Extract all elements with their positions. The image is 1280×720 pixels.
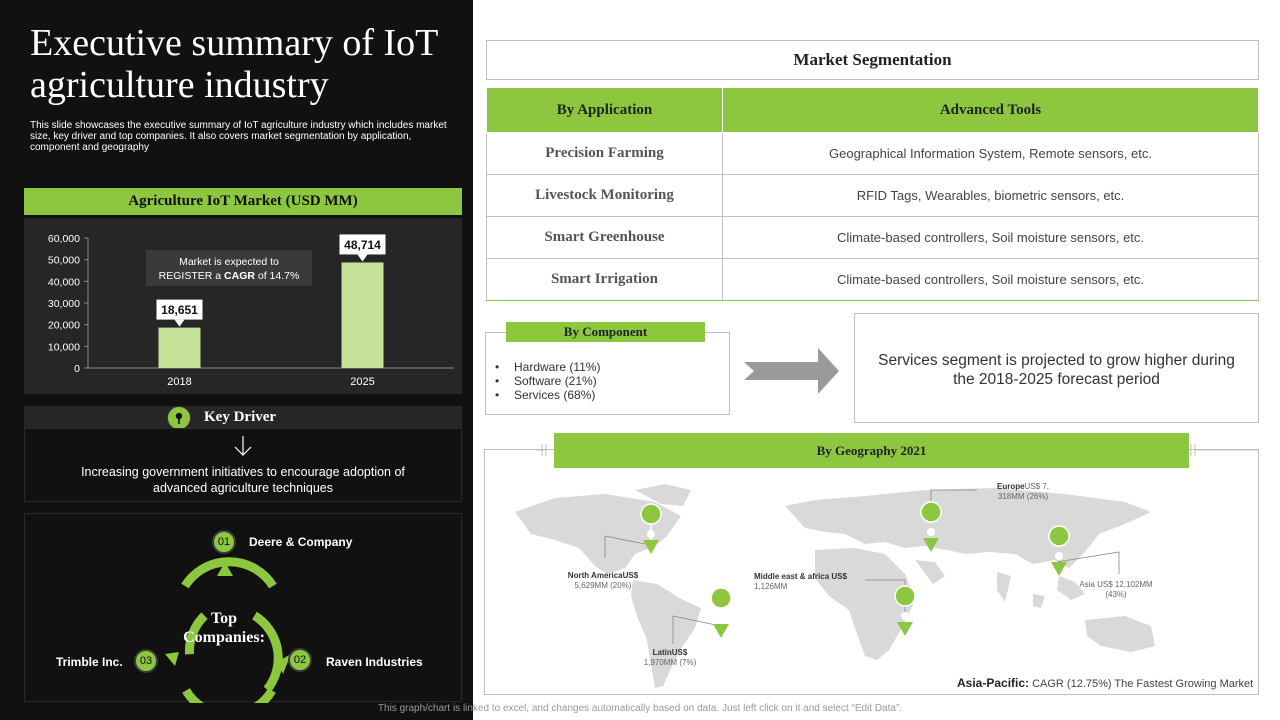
- application-cell: Smart Greenhouse: [487, 217, 723, 259]
- region-value: US$ 7,: [1024, 482, 1050, 491]
- table-row: [487, 175, 1259, 217]
- top-companies-center: [176, 609, 272, 647]
- data-label-pointer: [175, 320, 185, 327]
- top-companies-line1: Top: [210, 610, 238, 627]
- application-cell: Precision Farming: [487, 133, 723, 175]
- column-header-application: By Application: [487, 88, 723, 133]
- region-value: US$: [671, 648, 688, 657]
- application-cell: Smart Irrigation: [487, 259, 723, 301]
- application-cell: Livestock Monitoring: [487, 175, 723, 217]
- region-value-line2: 1,970MM (7%): [643, 658, 697, 667]
- region-label-latin: [640, 648, 700, 668]
- tools-cell: RFID Tags, Wearables, biometric sensors, etc.: [723, 175, 1259, 217]
- column-header-tools: Advanced Tools: [723, 88, 1259, 133]
- region-value-line2: 1,126MM: [754, 582, 788, 591]
- tools-cell: Geographical Information System, Remote sensors, etc.: [723, 133, 1259, 175]
- region-label-europe: [990, 482, 1056, 502]
- down-arrow-icon: [232, 434, 254, 458]
- top-companies-line2: Companies:: [183, 629, 265, 646]
- table-row: [487, 217, 1259, 259]
- x-tick-label: 2025: [350, 376, 375, 388]
- y-tick-label: 50,000: [47, 254, 80, 267]
- services-statement: Services segment is projected to grow higher during the 2018-2025 forecast period: [878, 352, 1235, 388]
- x-tick-label: 2018: [167, 376, 192, 388]
- key-driver-text: Increasing government initiatives to encourage adoption of advanced agriculture techniques: [81, 465, 405, 495]
- list-item: • Hardware (11%): [495, 360, 600, 374]
- table-row: [487, 133, 1259, 175]
- bar-2025: [342, 262, 384, 368]
- bar-2018: [159, 328, 201, 368]
- lightbulb-icon: [167, 406, 191, 430]
- region-value-line2: 318MM (26%): [997, 492, 1049, 501]
- asia-pacific-text: CAGR (12.75%) The Fastest Growing Market: [1029, 678, 1254, 690]
- company-number-03: 03: [134, 649, 158, 673]
- page-title: Executive summary of IoT agriculture industry: [30, 22, 438, 106]
- tools-cell: Climate-based controllers, Soil moisture sensors, etc.: [723, 217, 1259, 259]
- company-number-01: 01: [212, 530, 236, 554]
- geography-header: By Geography 2021: [554, 433, 1189, 468]
- region-value-line2: (43%): [1105, 590, 1127, 599]
- y-tick-label: 10,000: [47, 341, 80, 354]
- footer-note: This graph/chart is linked to excel, and changes automatically based on data. Just left click on it and select “Edit Data”.: [377, 703, 903, 714]
- right-arrow-icon: [744, 348, 840, 394]
- region-label-middle-east-africa: [754, 572, 854, 592]
- market-segmentation-title: Market Segmentation: [486, 40, 1259, 80]
- region-label-asia: [1076, 580, 1156, 600]
- y-tick-label: 30,000: [47, 298, 80, 310]
- data-label: 48,714: [344, 237, 381, 252]
- y-tick-label: 40,000: [47, 276, 80, 289]
- y-tick-label: 20,000: [47, 319, 80, 332]
- tools-cell: Climate-based controllers, Soil moisture sensors, etc.: [723, 259, 1259, 301]
- market-chart[interactable]: [24, 218, 462, 394]
- asia-pacific-note: [957, 676, 1253, 690]
- component-header: By Component: [506, 322, 705, 342]
- key-driver-label: Key Driver: [204, 409, 277, 425]
- data-label-pointer: [358, 254, 368, 261]
- region-name: Middle east & africa US$: [754, 572, 847, 581]
- y-tick-label: 60,000: [47, 233, 80, 245]
- segmentation-table: [486, 87, 1259, 301]
- page-subtitle: This slide showcases the executive summary of IoT agriculture industry which includes market size, key driver and top companies. It also covers market segmentation by application, component and geography: [30, 120, 447, 153]
- company-name-trimble: Trimble Inc.: [56, 655, 123, 669]
- data-label: 18,651: [161, 303, 198, 318]
- market-bar-chart-svg: [24, 218, 462, 394]
- geo-header-right-tab: [1189, 442, 1259, 458]
- region-name: Latin: [652, 648, 672, 657]
- region-name: Europe: [996, 482, 1025, 491]
- component-list: [495, 360, 600, 402]
- y-tick-label: 0: [74, 363, 80, 375]
- region-name: Asia US$ 12,102MM: [1079, 580, 1153, 589]
- geo-header-left-tab: [536, 442, 556, 458]
- cagr-annotation-line2: REGISTER a CAGR of 14.7%: [158, 270, 300, 282]
- company-name-raven: Raven Industries: [326, 655, 423, 669]
- company-number-02: 02: [288, 648, 312, 672]
- top-companies-box: [24, 513, 462, 702]
- list-item: • Software (21%): [495, 374, 600, 388]
- asia-pacific-label: Asia-Pacific:: [957, 676, 1030, 690]
- region-value-line2: 5,629MM (20%): [574, 581, 632, 590]
- region-label-north-america: [566, 571, 640, 591]
- list-item: • Services (68%): [495, 388, 600, 402]
- table-row: [487, 259, 1259, 301]
- region-value: US$: [622, 571, 639, 580]
- table-header-row: [487, 88, 1259, 133]
- region-name: North America: [567, 571, 623, 580]
- market-chart-header: Agriculture IoT Market (USD MM): [24, 188, 462, 215]
- company-name-deere: Deere & Company: [249, 535, 353, 549]
- cagr-annotation-line1: Market is expected to: [179, 256, 279, 268]
